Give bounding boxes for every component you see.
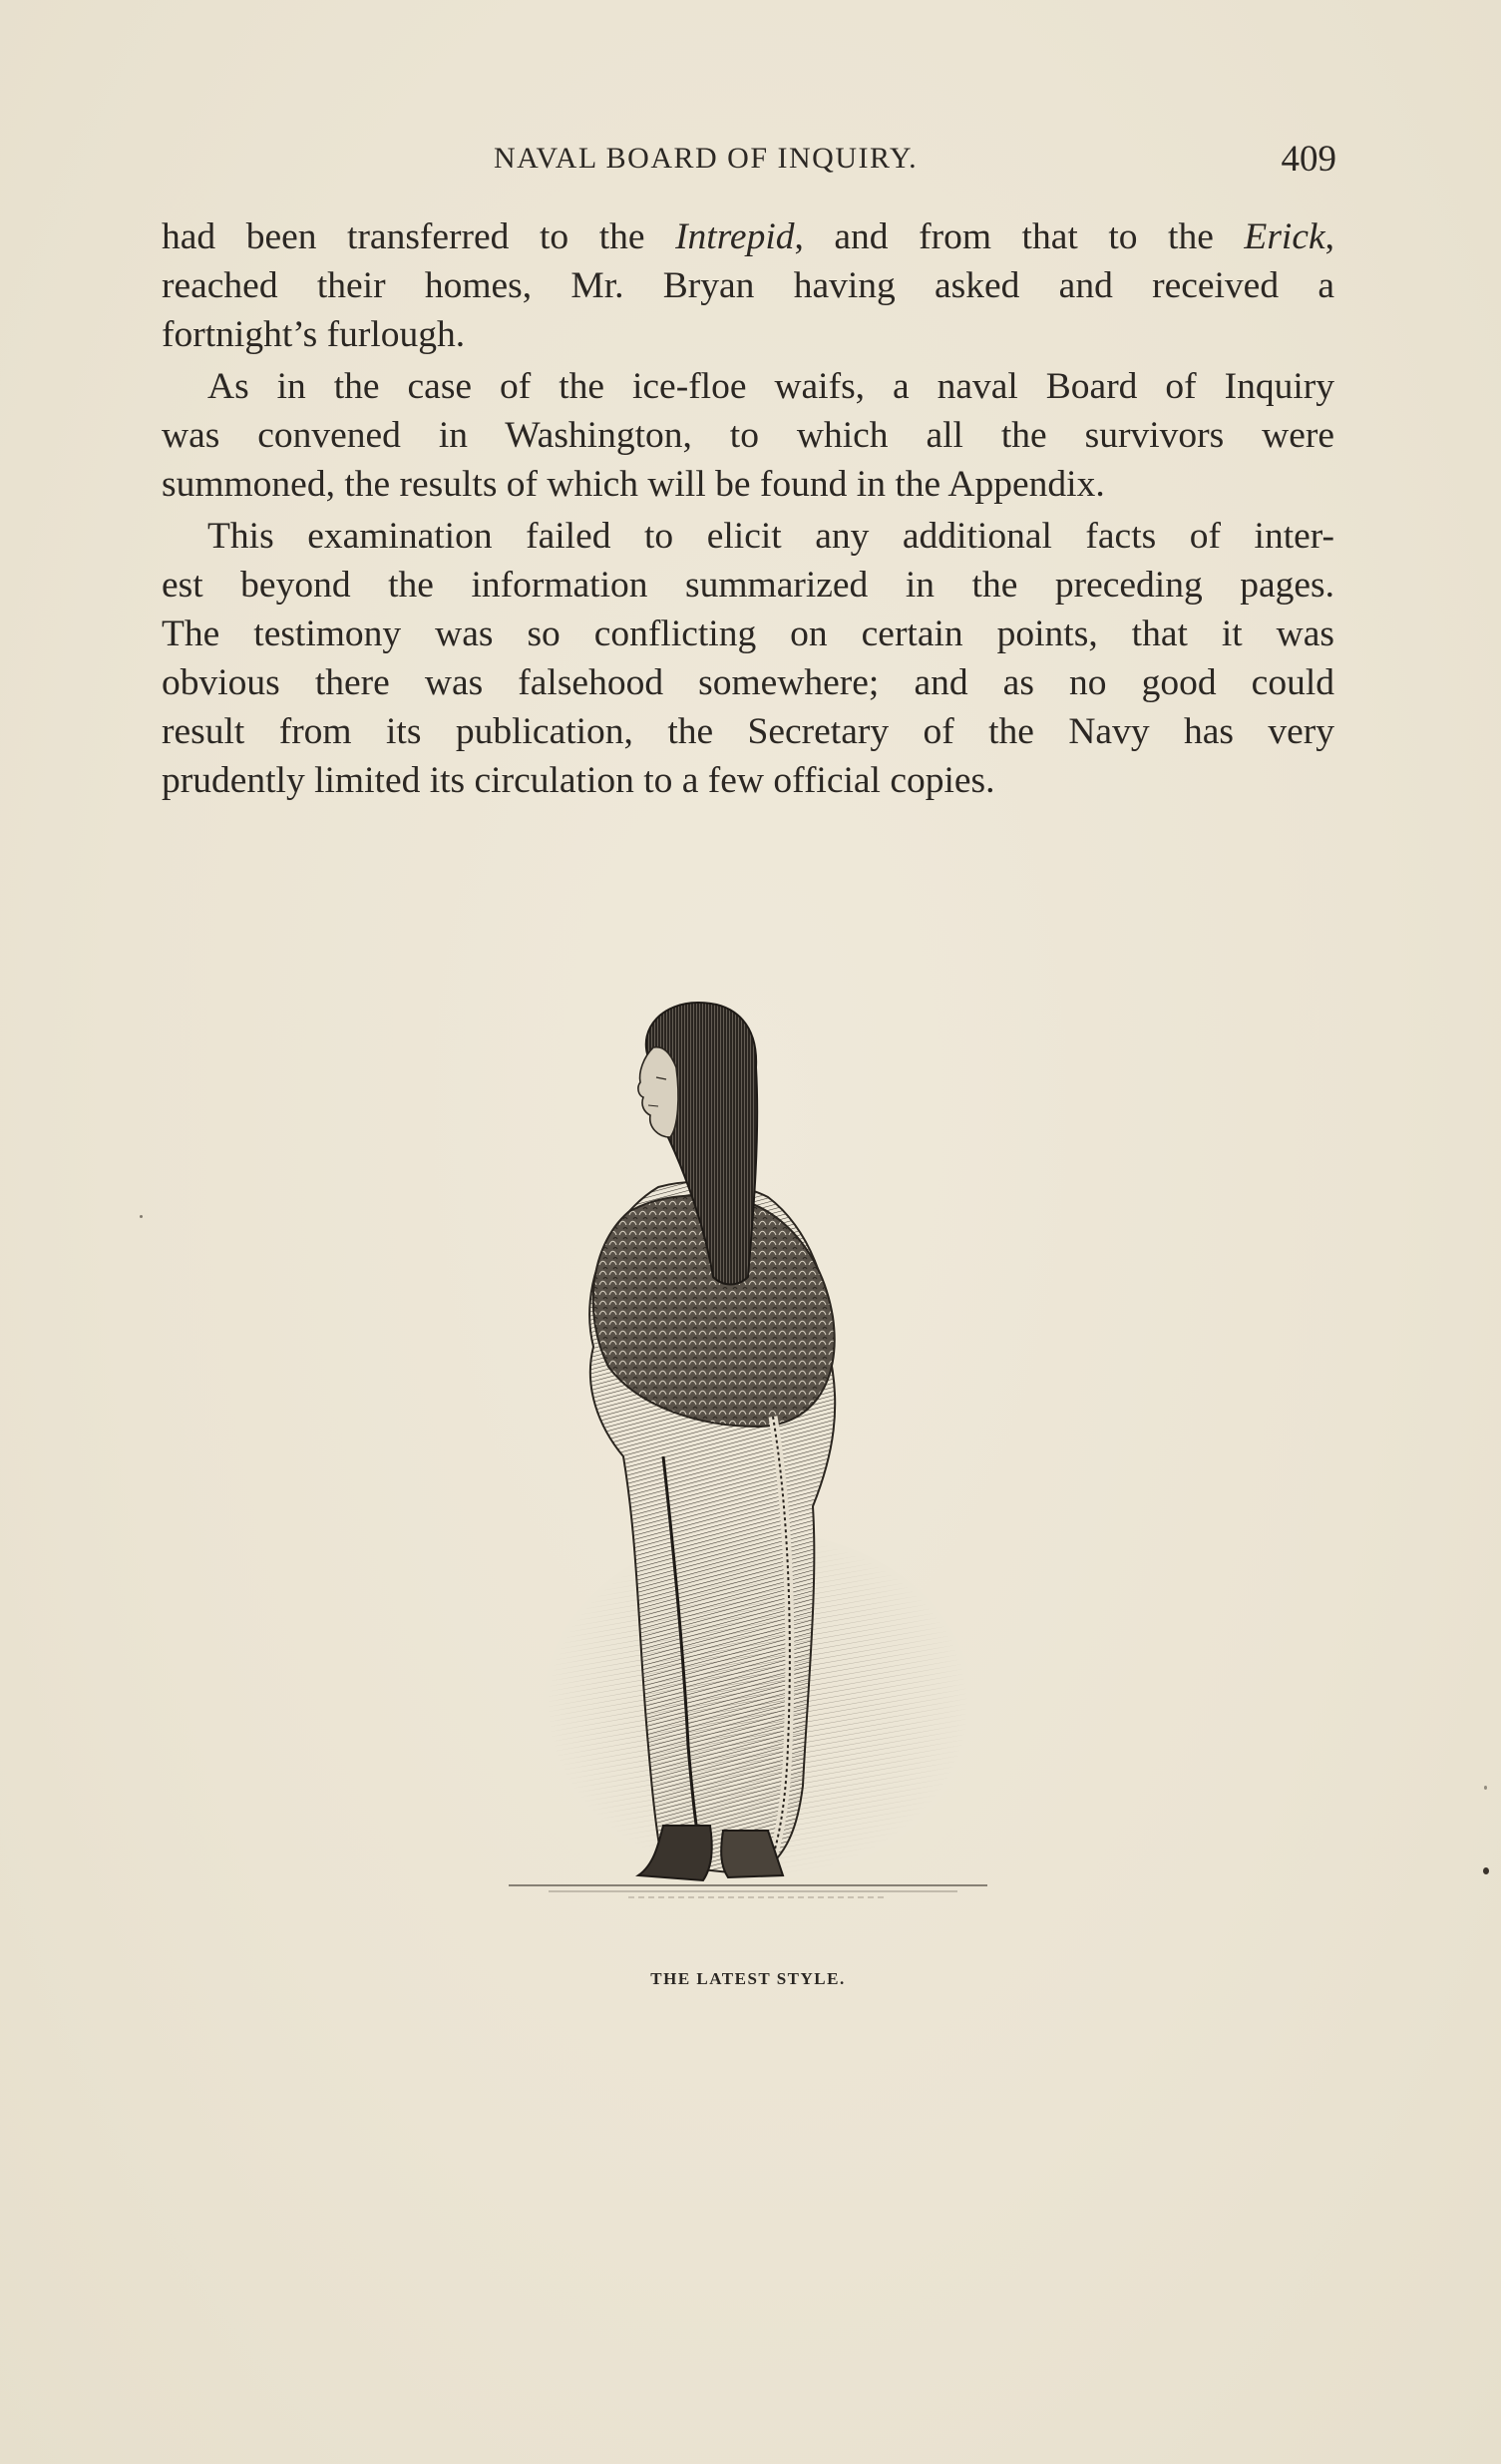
text-run: fortnight’s furlough. <box>162 314 466 355</box>
text-run: was convened in Washington, to which all the survivors were <box>162 415 1334 456</box>
page-number: 409 <box>1281 139 1336 180</box>
text-line <box>162 561 1334 610</box>
text-run: , and from that to the <box>794 216 1245 257</box>
text-run: result from its publication, the Secretary of the Navy has very <box>162 711 1334 752</box>
text-line <box>162 658 1334 707</box>
paper-speck <box>140 1215 143 1218</box>
text-line <box>162 411 1334 460</box>
text-run: est beyond the information summarized in the preceding pages. <box>162 565 1334 606</box>
engraving-figure <box>489 988 1007 1945</box>
paragraph <box>162 362 1334 509</box>
paper-speck <box>1484 1786 1487 1790</box>
text-run: reached their homes, Mr. Bryan having asked and received a <box>162 265 1334 306</box>
text-line <box>162 362 1334 411</box>
figure-caption: THE LATEST STYLE. <box>650 1969 846 1988</box>
text-line <box>162 310 1334 359</box>
text-run: prudently limited its circulation to a few official copies. <box>162 760 995 801</box>
text-run: This examination failed to elicit any additional facts of inter- <box>207 516 1334 557</box>
paper-speck <box>1483 1867 1489 1874</box>
running-title: NAVAL BOARD OF INQUIRY. <box>494 142 919 175</box>
text-run: summoned, the results of which will be found in the Appendix. <box>162 464 1105 505</box>
text-line <box>162 460 1334 509</box>
text-line <box>162 512 1334 561</box>
paragraph <box>162 512 1334 805</box>
running-head <box>160 138 1336 188</box>
paragraph <box>162 212 1334 359</box>
italic-ship-name: Erick <box>1244 216 1325 257</box>
engraving-illustration <box>489 988 1007 1945</box>
text-run: , <box>1324 216 1334 257</box>
italic-ship-name: Intrepid <box>675 216 795 257</box>
text-line <box>162 261 1334 310</box>
text-run: As in the case of the ice-floe waifs, a naval Board of Inquiry <box>207 366 1334 407</box>
text-line <box>162 610 1334 658</box>
text-line <box>162 707 1334 756</box>
text-line <box>162 756 1334 805</box>
body-text <box>162 212 1334 808</box>
text-run: The testimony was so conflicting on certain points, that it was <box>162 614 1334 654</box>
text-run: obvious there was falsehood somewhere; and as no good could <box>162 662 1334 703</box>
text-line <box>162 212 1334 261</box>
text-run: had been transferred to the <box>162 216 676 257</box>
